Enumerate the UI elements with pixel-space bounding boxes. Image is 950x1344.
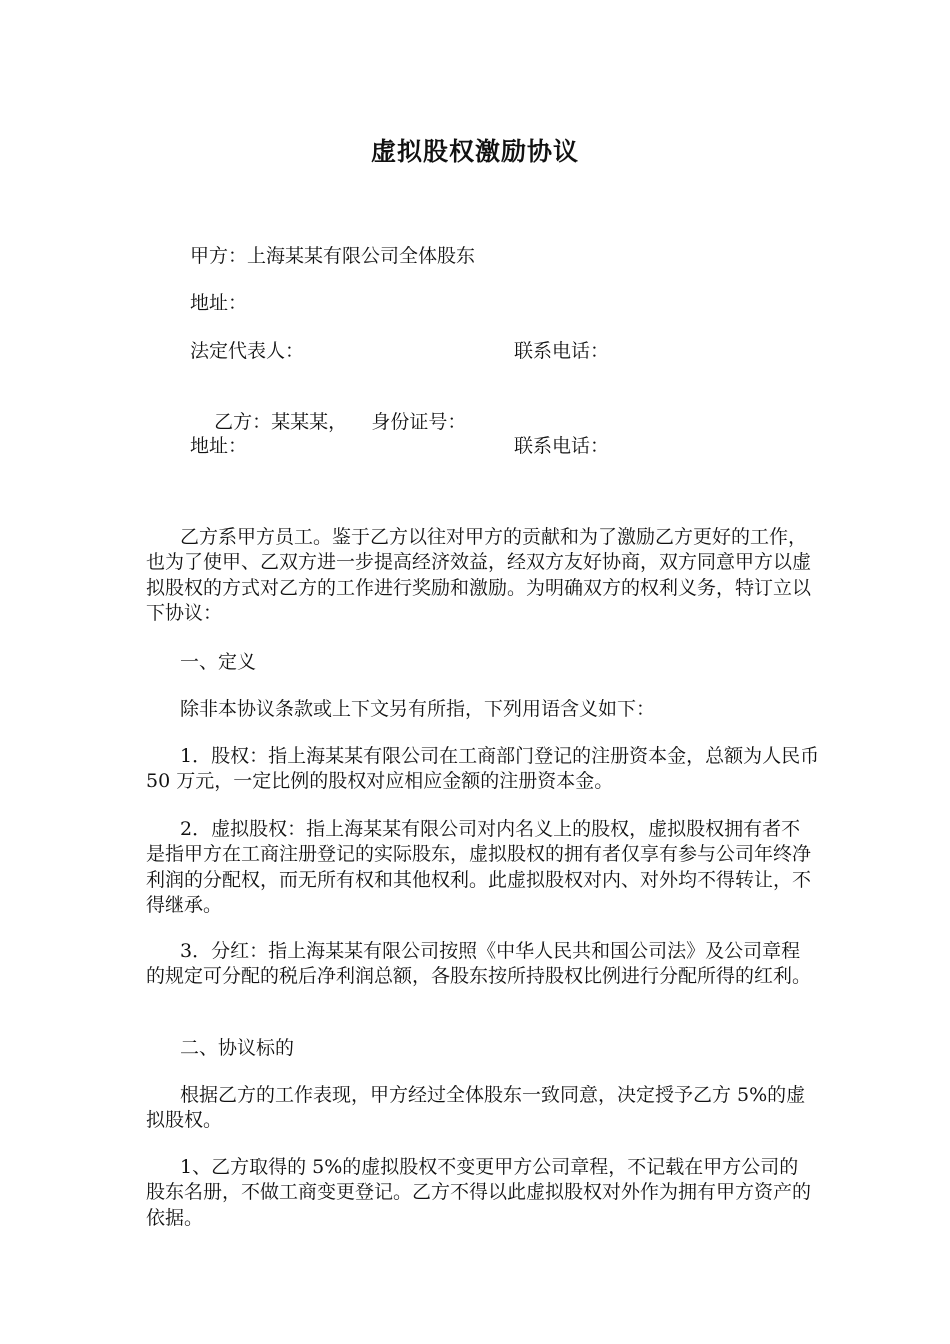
body-paragraph xyxy=(146,939,816,990)
paragraph-definitions-intro: 除非本协议条款或上下文另有所指，下列用语含义如下： xyxy=(180,698,656,720)
body-paragraph xyxy=(146,817,816,919)
paragraph-dividend: 3．分红：指上海某某有限公司按照《中华人民共和国公司法》及公司章程的规定可分配的税后净利润总额，各股东按所持股权比例进行分配所得的红利。 xyxy=(146,940,812,988)
address-b: 地址： xyxy=(190,435,248,457)
party-b: 乙方：某某某， 身份证号： xyxy=(214,411,467,433)
body-paragraph xyxy=(146,697,816,722)
body-paragraph xyxy=(146,744,826,795)
address-b-line xyxy=(190,434,610,458)
address-a-line xyxy=(190,291,247,315)
body-paragraph xyxy=(146,525,816,627)
paragraph-intro: 乙方系甲方员工。鉴于乙方以往对甲方的贡献和为了激励乙方更好的工作，也为了使甲、乙双方进一步提高经济效益，经双方友好协商，双方同意甲方以虚拟股权的方式对乙方的工作进行奖励和激励。为明确双方的权利义务，特订立以下协议： xyxy=(146,526,812,625)
body-paragraph xyxy=(146,1155,816,1231)
phone-a: 联系电话： xyxy=(514,340,610,362)
document-title: 虚拟股权激励协议 xyxy=(370,137,579,166)
address-a: 地址： xyxy=(190,292,248,314)
phone-b: 联系电话： xyxy=(514,435,610,457)
heading-definitions: 一、定义 xyxy=(180,651,257,673)
legal-rep-line xyxy=(190,339,610,363)
section-heading xyxy=(146,1036,816,1061)
party-a-line xyxy=(190,244,475,268)
paragraph-grant: 根据乙方的工作表现，甲方经过全体股东一致同意，决定授予乙方 5%的虚拟股权。 xyxy=(146,1084,806,1132)
legal-rep: 法定代表人： xyxy=(190,340,305,362)
party-a: 甲方：上海某某有限公司全体股东 xyxy=(190,245,476,267)
paragraph-virtual-equity: 2．虚拟股权：指上海某某有限公司对内名义上的股权，虚拟股权拥有者不是指甲方在工商注册登记的实际股东，虚拟股权的拥有者仅享有参与公司年终净利润的分配权，而无所有权和其他权利。此虚拟股权对内、对外均不得转让，不得继承。 xyxy=(146,818,812,917)
body-paragraph xyxy=(146,1083,816,1134)
heading-subject: 二、协议标的 xyxy=(180,1037,295,1059)
paragraph-equity: 1．股权：指上海某某有限公司在工商部门登记的注册资本金，总额为人民币 50 万元，一定比例的股权对应相应金额的注册资本金。 xyxy=(146,745,820,793)
paragraph-clause-1: 1、乙方取得的 5%的虚拟股权不变更甲方公司章程，不记载在甲方公司的股东名册，不做工商变更登记。乙方不得以此虚拟股权对外作为拥有甲方资产的依据。 xyxy=(146,1156,812,1229)
section-heading xyxy=(146,650,816,675)
